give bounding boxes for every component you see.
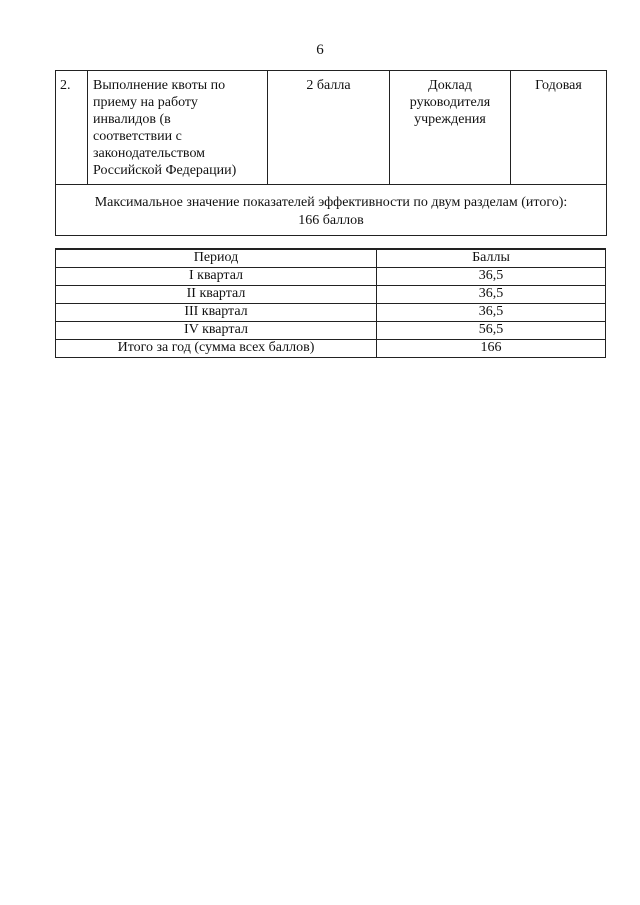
scores-header-row: [56, 249, 606, 268]
period-cell: Итого за год (сумма всех баллов): [56, 340, 377, 358]
criteria-points: 2 балла: [268, 71, 390, 185]
source-line: руководителя: [409, 95, 491, 110]
header-period: Период: [56, 249, 377, 268]
summary-row: [56, 185, 607, 236]
total-row: [56, 340, 606, 358]
source-line: учреждения: [414, 112, 486, 127]
score-cell: 56,5: [377, 322, 606, 340]
period-cell: I квартал: [56, 268, 377, 286]
description-line: Выполнение квоты по: [93, 78, 226, 93]
criteria-row: [56, 71, 607, 185]
score-cell: 166: [377, 340, 606, 358]
table-row: [56, 286, 606, 304]
table-row: [56, 304, 606, 322]
page-number: 6: [316, 42, 324, 58]
summary-line: Максимальное значение показателей эффективности по двум разделам (итого):: [94, 195, 568, 210]
criteria-number: 2.: [56, 71, 88, 185]
period-cell: IV квартал: [56, 322, 377, 340]
criteria-description: [88, 71, 268, 185]
summary-line: 166 баллов: [298, 213, 364, 228]
description-line: Российской Федерации): [93, 163, 237, 178]
description-line: законодательством: [93, 146, 206, 161]
score-cell: 36,5: [377, 304, 606, 322]
description-line: приему на работу: [93, 95, 198, 110]
description-line: инвалидов (в: [93, 112, 171, 127]
period-cell: III квартал: [56, 304, 377, 322]
score-cell: 36,5: [377, 286, 606, 304]
criteria-periodicity: Годовая: [511, 71, 607, 185]
table-row: [56, 322, 606, 340]
score-cell: 36,5: [377, 268, 606, 286]
criteria-table: [55, 70, 607, 236]
period-cell: II квартал: [56, 286, 377, 304]
description-line: соответствии с: [93, 129, 182, 144]
header-score: Баллы: [377, 249, 606, 268]
criteria-source: [390, 71, 511, 185]
summary-cell: [56, 185, 607, 236]
table-row: [56, 268, 606, 286]
source-line: Доклад: [428, 78, 472, 93]
scores-table: [55, 248, 606, 358]
